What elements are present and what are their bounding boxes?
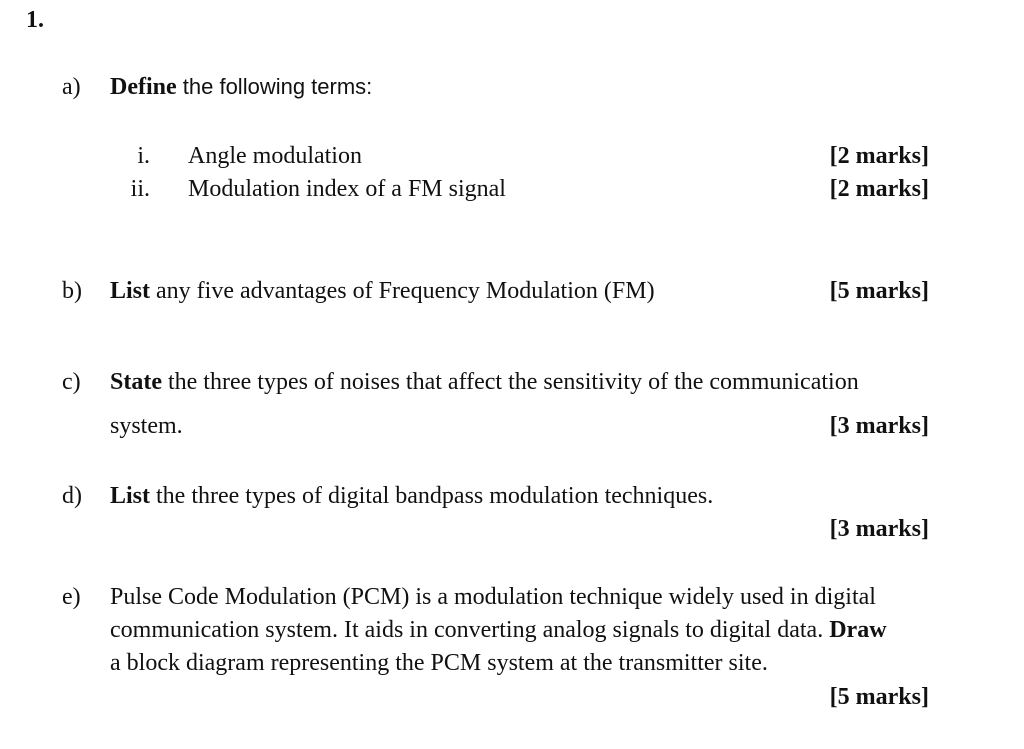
part-e-line1: Pulse Code Modulation (PCM) is a modulation technique widely used in digital <box>110 584 876 610</box>
question-number: 1. <box>26 7 44 33</box>
part-a-rest: the following terms: <box>176 74 373 99</box>
part-d-marks: [3 marks] <box>829 516 929 542</box>
part-a-item-2-text: Modulation index of a FM signal <box>188 176 506 202</box>
part-b-marks: [5 marks] <box>829 278 929 304</box>
part-c-letter: c) <box>62 369 81 395</box>
part-e-line2-text: communication system. It aids in converting analog signals to digital data. <box>110 617 830 643</box>
part-b-rest: any five advantages of Frequency Modulation (FM) <box>150 278 655 304</box>
part-a-item-1-text: Angle modulation <box>188 143 362 169</box>
part-e-verb: Draw <box>829 617 887 643</box>
part-c-prompt <box>110 369 859 396</box>
part-e-marks: [5 marks] <box>829 684 929 710</box>
part-d-verb: List <box>110 483 151 509</box>
part-a-verb: Define <box>110 74 177 100</box>
part-c-marks: [3 marks] <box>829 413 929 439</box>
part-b-verb: List <box>110 278 151 304</box>
part-e-line2 <box>110 617 887 644</box>
part-b-letter: b) <box>62 278 82 304</box>
part-c-rest: the three types of noises that affect the sensitivity of the communication <box>161 369 859 395</box>
part-a-letter: a) <box>62 74 81 100</box>
part-c-verb: State <box>110 369 162 395</box>
part-a-item-2-marks: [2 marks] <box>829 176 929 202</box>
part-a-item-2-numeral: ii. <box>130 176 150 202</box>
part-e-line3: a block diagram representing the PCM system at the transmitter site. <box>110 650 768 676</box>
part-a-item-1-marks: [2 marks] <box>829 143 929 169</box>
part-d-rest: the three types of digital bandpass modulation techniques. <box>150 483 714 509</box>
part-e-letter: e) <box>62 584 81 610</box>
part-d-letter: d) <box>62 483 82 509</box>
part-a-item-1-numeral: i. <box>137 143 150 169</box>
part-c-line2: system. <box>110 413 183 439</box>
part-b-prompt <box>110 278 655 305</box>
part-d-prompt <box>110 483 713 510</box>
part-a-prompt <box>110 74 372 101</box>
